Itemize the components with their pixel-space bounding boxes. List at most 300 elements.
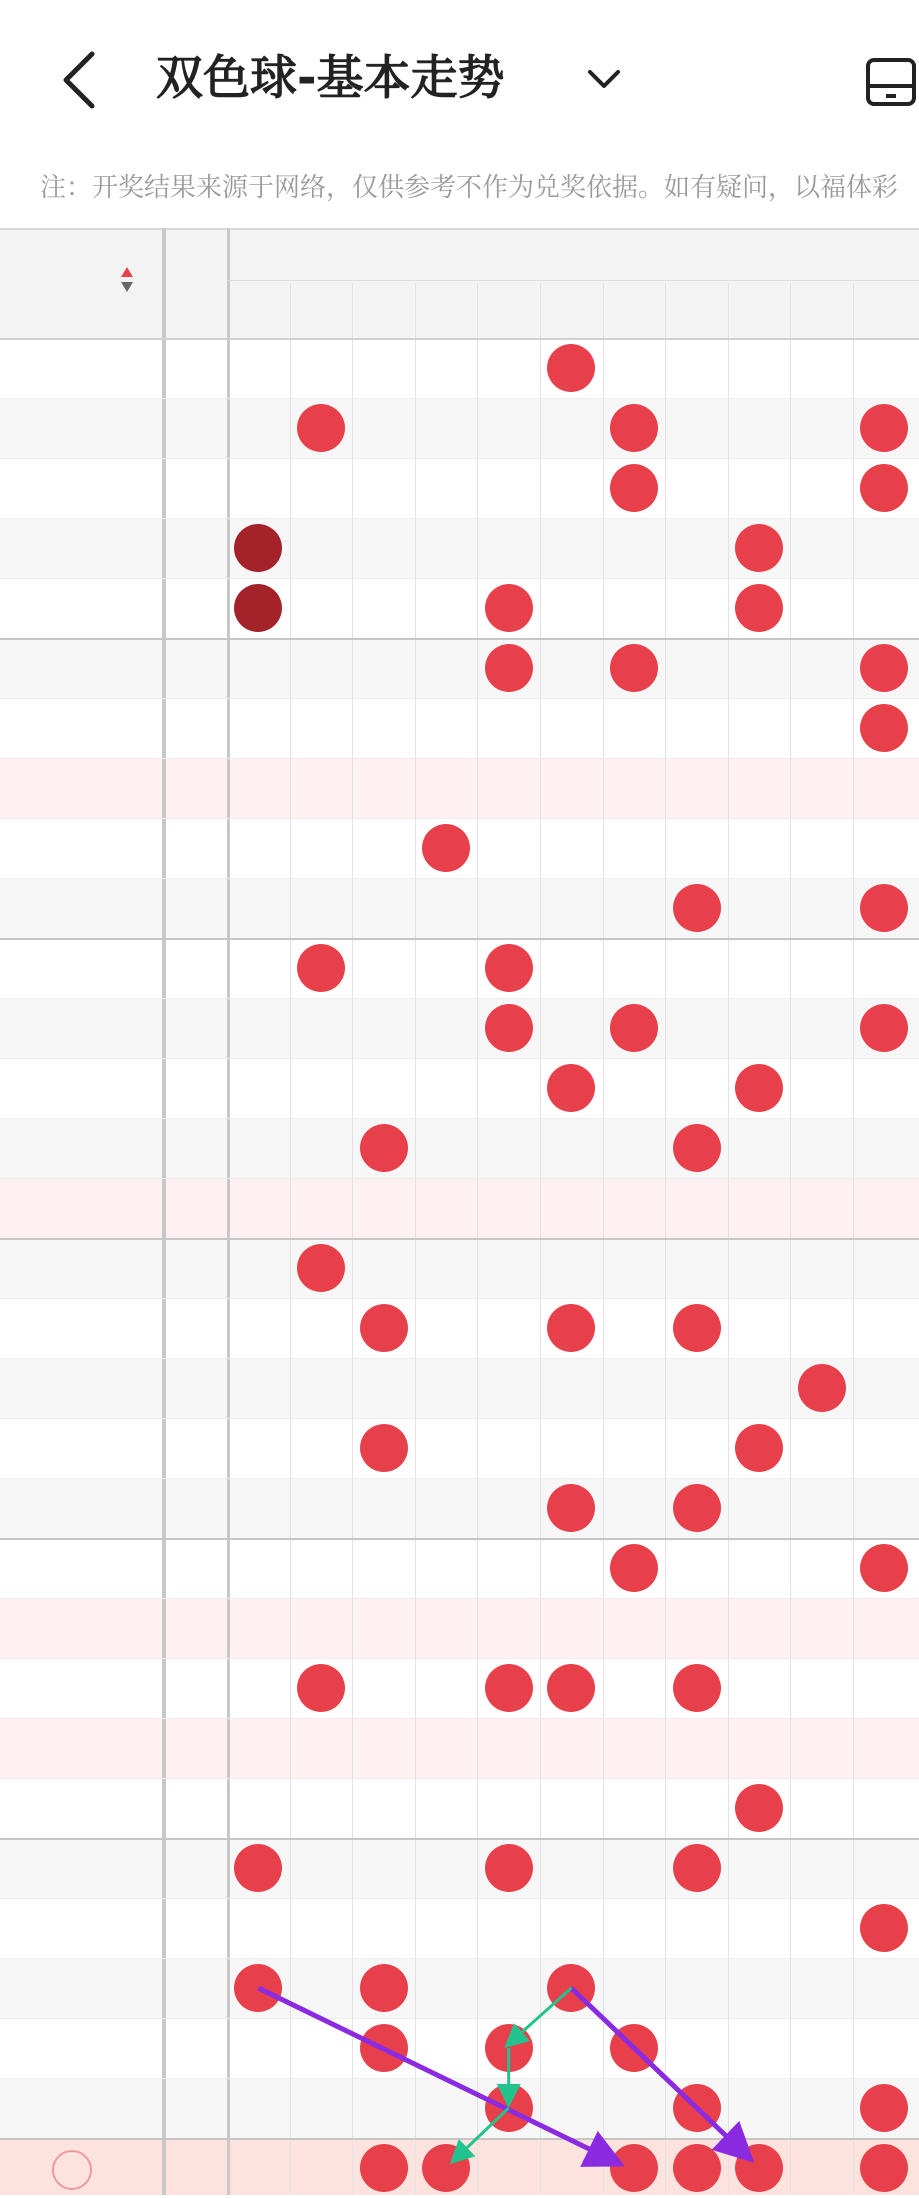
period-cell [0, 1058, 162, 1118]
weekday-cell [162, 1658, 227, 1718]
miss-count [603, 1898, 666, 1958]
miss-count [790, 1658, 853, 1718]
miss-count [728, 2078, 791, 2138]
miss-count [853, 1178, 916, 1238]
miss-count [227, 2078, 290, 2138]
miss-count [603, 1118, 666, 1178]
miss-count [790, 938, 853, 998]
hit-ball [860, 1904, 908, 1952]
miss-count [790, 878, 853, 938]
miss-count [415, 758, 478, 818]
sort-icon[interactable] [120, 265, 134, 295]
miss-count [728, 1898, 791, 1958]
miss-count [853, 578, 916, 638]
miss-count [853, 1958, 916, 2018]
miss-count [665, 1778, 728, 1838]
miss-count [227, 1478, 290, 1538]
miss-count [290, 1118, 353, 1178]
hit-ball [485, 944, 533, 992]
miss-count [853, 1358, 916, 1418]
period-cell [0, 458, 162, 518]
miss-count [227, 398, 290, 458]
miss-count [790, 1898, 853, 1958]
miss-count [415, 698, 478, 758]
miss-count [853, 1118, 916, 1178]
miss-count [290, 1058, 353, 1118]
miss-count [790, 398, 853, 458]
miss-count [477, 1778, 540, 1838]
miss-count [790, 338, 853, 398]
miss-count [790, 638, 853, 698]
miss-count [790, 2078, 853, 2138]
miss-count [853, 1598, 916, 1658]
miss-count [790, 1958, 853, 2018]
miss-count [853, 338, 916, 398]
period-cell [0, 638, 162, 698]
miss-count [603, 518, 666, 578]
miss-count [227, 1658, 290, 1718]
miss-count [415, 1418, 478, 1478]
miss-count [728, 1838, 791, 1898]
miss-count [790, 458, 853, 518]
miss-count [227, 1718, 290, 1778]
period-cell [0, 2078, 162, 2138]
weekday-cell [162, 1118, 227, 1178]
period-cell [0, 698, 162, 758]
miss-count [415, 458, 478, 518]
miss-count [665, 338, 728, 398]
header-divider [227, 280, 919, 281]
miss-count [540, 1178, 603, 1238]
miss-count [227, 818, 290, 878]
miss-count [665, 638, 728, 698]
hit-ball [673, 1664, 721, 1712]
miss-count [415, 1118, 478, 1178]
period-cell [0, 1538, 162, 1598]
hit-ball [673, 884, 721, 932]
miss-count [352, 638, 415, 698]
hit-ball [673, 2084, 721, 2132]
miss-count [290, 698, 353, 758]
miss-count [352, 758, 415, 818]
miss-count [415, 1358, 478, 1418]
column-header-weekday-1 [162, 234, 227, 278]
hit-ball [860, 884, 908, 932]
miss-count [352, 458, 415, 518]
miss-count [352, 1478, 415, 1538]
hit-ball [234, 1844, 282, 1892]
miss-count [540, 458, 603, 518]
miss-count [665, 1718, 728, 1778]
hit-ball [673, 1304, 721, 1352]
hit-ball [610, 1004, 658, 1052]
hit-ball [485, 2084, 533, 2132]
header-bar [0, 0, 919, 160]
miss-count [415, 1238, 478, 1298]
select-radio-icon[interactable] [52, 2150, 92, 2190]
miss-count [477, 1538, 540, 1598]
period-cell [0, 1178, 162, 1238]
hit-ball [485, 644, 533, 692]
period-cell [0, 398, 162, 458]
period-cell [0, 998, 162, 1058]
miss-count [477, 698, 540, 758]
miss-count [227, 758, 290, 818]
hit-ball [735, 1784, 783, 1832]
miss-count [540, 1418, 603, 1478]
weekday-cell [162, 458, 227, 518]
phone-layout-icon[interactable] [866, 56, 919, 108]
number-header [290, 283, 353, 337]
miss-count [603, 1658, 666, 1718]
hit-ball [297, 404, 345, 452]
miss-count [790, 818, 853, 878]
weekday-cell [162, 1478, 227, 1538]
miss-count [415, 938, 478, 998]
miss-count [540, 398, 603, 458]
miss-count [540, 938, 603, 998]
miss-count [290, 998, 353, 1058]
weekday-cell [162, 1358, 227, 1418]
period-cell [0, 1898, 162, 1958]
miss-count [290, 518, 353, 578]
miss-count [227, 1538, 290, 1598]
select-ball-selected[interactable] [673, 2144, 721, 2192]
miss-count [540, 1538, 603, 1598]
miss-count [227, 1298, 290, 1358]
miss-count [853, 818, 916, 878]
select-ball-option[interactable] [540, 2138, 603, 2198]
miss-count [227, 698, 290, 758]
period-cell [0, 2018, 162, 2078]
miss-count [477, 1118, 540, 1178]
miss-count [290, 1298, 353, 1358]
select-ball-selected[interactable] [610, 2144, 658, 2192]
weekday-cell [162, 818, 227, 878]
miss-count [540, 1838, 603, 1898]
miss-count [790, 1538, 853, 1598]
miss-count [728, 1118, 791, 1178]
miss-count [352, 1658, 415, 1718]
miss-count [540, 638, 603, 698]
hit-ball [798, 1364, 846, 1412]
number-header [227, 283, 290, 337]
chevron-left-icon[interactable] [56, 48, 104, 112]
miss-count [728, 698, 791, 758]
disclaimer-notice: 注：开奖结果来源于网络，仅供参考不作为兑奖依据。如有疑问，以福体彩 [40, 173, 899, 203]
weekday-cell [162, 758, 227, 818]
miss-count [728, 458, 791, 518]
miss-count [352, 1598, 415, 1658]
miss-count [728, 638, 791, 698]
miss-count [227, 1178, 290, 1238]
miss-count [728, 1538, 791, 1598]
hit-ball [485, 1004, 533, 1052]
miss-count [540, 2078, 603, 2138]
miss-count [352, 2078, 415, 2138]
miss-count [790, 1058, 853, 1118]
period-cell [0, 758, 162, 818]
select-ball-selected[interactable] [360, 2144, 408, 2192]
hit-ball [610, 404, 658, 452]
number-header [853, 283, 916, 337]
period-cell [0, 938, 162, 998]
miss-count [728, 938, 791, 998]
select-ball-option[interactable] [290, 2138, 353, 2198]
number-header [352, 283, 415, 337]
miss-count [415, 338, 478, 398]
miss-count [290, 1358, 353, 1418]
miss-count [227, 1238, 290, 1298]
miss-count [540, 2018, 603, 2078]
miss-count [352, 698, 415, 758]
hit-ball [547, 1484, 595, 1532]
miss-count [728, 1718, 791, 1778]
miss-count [415, 1898, 478, 1958]
miss-count [352, 938, 415, 998]
column-header-period[interactable] [40, 258, 130, 302]
miss-count [665, 1598, 728, 1658]
select-ball-selected[interactable] [422, 2144, 470, 2192]
hit-ball [547, 1664, 595, 1712]
weekday-cell [162, 938, 227, 998]
miss-count [790, 758, 853, 818]
miss-count [665, 1538, 728, 1598]
select-ball-selected[interactable] [860, 2144, 908, 2192]
top-border [0, 228, 919, 230]
miss-count [227, 1058, 290, 1118]
miss-count [728, 1658, 791, 1718]
hit-ball [735, 524, 783, 572]
miss-count [790, 1778, 853, 1838]
miss-count [665, 1958, 728, 2018]
miss-count [227, 458, 290, 518]
period-cell [0, 1718, 162, 1778]
hit-ball [860, 404, 908, 452]
hit-ball [547, 1964, 595, 2012]
period-cell [0, 1958, 162, 2018]
hit-ball [297, 1664, 345, 1712]
period-cell [0, 1598, 162, 1658]
miss-count [665, 998, 728, 1058]
miss-count [477, 1178, 540, 1238]
miss-count [477, 1418, 540, 1478]
miss-count [540, 1358, 603, 1418]
miss-count [415, 1538, 478, 1598]
number-header [790, 283, 853, 337]
miss-count [853, 1298, 916, 1358]
miss-count [477, 878, 540, 938]
miss-count [352, 1718, 415, 1778]
column-header-weekday-2 [162, 280, 227, 330]
period-cell [0, 1118, 162, 1178]
hit-ball [735, 1064, 783, 1112]
period-cell [0, 578, 162, 638]
hit-ball [610, 644, 658, 692]
period-cell [0, 338, 162, 398]
miss-count [790, 998, 853, 1058]
period-cell [0, 518, 162, 578]
miss-count [290, 1898, 353, 1958]
miss-count [853, 1478, 916, 1538]
miss-count [477, 1478, 540, 1538]
select-ball-option[interactable] [477, 2138, 540, 2198]
miss-count [603, 1178, 666, 1238]
miss-count [477, 1298, 540, 1358]
miss-count [853, 2018, 916, 2078]
miss-count [603, 2078, 666, 2138]
hit-ball [860, 1004, 908, 1052]
miss-count [540, 818, 603, 878]
hit-ball [547, 1304, 595, 1352]
miss-count [352, 518, 415, 578]
weekday-cell [162, 2078, 227, 2138]
period-cell [0, 1298, 162, 1358]
weekday-cell [162, 1058, 227, 1118]
hit-ball [735, 584, 783, 632]
miss-count [665, 1898, 728, 1958]
miss-count [853, 758, 916, 818]
miss-count [540, 1238, 603, 1298]
miss-count [728, 1958, 791, 2018]
miss-count [352, 1778, 415, 1838]
hit-ball [673, 1124, 721, 1172]
miss-count [415, 1178, 478, 1238]
chevron-down-icon[interactable] [584, 62, 624, 96]
miss-count [352, 1358, 415, 1418]
hit-ball [234, 584, 282, 632]
miss-count [290, 1538, 353, 1598]
miss-count [603, 338, 666, 398]
miss-count [790, 1118, 853, 1178]
miss-count [415, 2018, 478, 2078]
miss-count [227, 878, 290, 938]
hit-ball [360, 1424, 408, 1472]
miss-count [227, 338, 290, 398]
miss-count [790, 1718, 853, 1778]
miss-count [728, 1298, 791, 1358]
miss-count [665, 1178, 728, 1238]
miss-count [477, 1598, 540, 1658]
miss-count [665, 1058, 728, 1118]
miss-count [290, 338, 353, 398]
miss-count [477, 1058, 540, 1118]
miss-count [477, 458, 540, 518]
miss-count [290, 818, 353, 878]
select-ball-option[interactable] [227, 2138, 290, 2198]
weekday-cell [162, 398, 227, 458]
hit-ball [234, 1964, 282, 2012]
miss-count [728, 398, 791, 458]
miss-count [415, 1298, 478, 1358]
miss-count [227, 2018, 290, 2078]
miss-count [790, 1598, 853, 1658]
miss-count [290, 2078, 353, 2138]
period-cell [0, 1658, 162, 1718]
miss-count [352, 1058, 415, 1118]
miss-count [540, 758, 603, 818]
miss-count [290, 1778, 353, 1838]
miss-count [665, 698, 728, 758]
miss-count [603, 1478, 666, 1538]
miss-count [540, 1598, 603, 1658]
hit-ball [860, 704, 908, 752]
miss-count [477, 1358, 540, 1418]
period-cell [0, 818, 162, 878]
page-title[interactable]: 双色球-基本走势 [156, 51, 505, 106]
weekday-cell [162, 1238, 227, 1298]
miss-count [415, 1778, 478, 1838]
miss-count [352, 998, 415, 1058]
miss-count [728, 1598, 791, 1658]
miss-count [665, 1238, 728, 1298]
weekday-cell [162, 1598, 227, 1658]
weekday-cell [162, 1718, 227, 1778]
miss-count [540, 1778, 603, 1838]
number-header [415, 283, 478, 337]
miss-count [603, 758, 666, 818]
miss-count [790, 578, 853, 638]
miss-count [790, 1238, 853, 1298]
select-ball-selected[interactable] [735, 2144, 783, 2192]
hit-ball [360, 1964, 408, 2012]
select-label[interactable] [100, 2138, 180, 2198]
weekday-cell [162, 1838, 227, 1898]
miss-count [790, 1478, 853, 1538]
period-cell [0, 1238, 162, 1298]
miss-count [290, 578, 353, 638]
weekday-cell [162, 338, 227, 398]
period-cell [0, 878, 162, 938]
weekday-cell [162, 638, 227, 698]
miss-count [415, 518, 478, 578]
miss-count [290, 1958, 353, 2018]
weekday-cell [162, 1778, 227, 1838]
hit-ball [860, 464, 908, 512]
miss-count [853, 518, 916, 578]
miss-count [290, 1478, 353, 1538]
hit-ball [735, 1424, 783, 1472]
weekday-cell [162, 998, 227, 1058]
weekday-cell [162, 518, 227, 578]
miss-count [352, 878, 415, 938]
miss-count [477, 1898, 540, 1958]
miss-count [853, 1658, 916, 1718]
zone-label [227, 232, 919, 280]
miss-count [728, 338, 791, 398]
miss-count [665, 758, 728, 818]
miss-count [290, 878, 353, 938]
miss-count [665, 458, 728, 518]
miss-count [415, 1658, 478, 1718]
period-cell [0, 1838, 162, 1898]
miss-count [227, 1898, 290, 1958]
miss-count [790, 1418, 853, 1478]
miss-count [540, 578, 603, 638]
miss-count [665, 1358, 728, 1418]
select-ball-option[interactable] [790, 2138, 853, 2198]
miss-count [853, 1778, 916, 1838]
miss-count [290, 758, 353, 818]
miss-count [227, 998, 290, 1058]
miss-count [665, 518, 728, 578]
hit-ball [485, 584, 533, 632]
miss-count [603, 578, 666, 638]
miss-count [227, 638, 290, 698]
miss-count [540, 1718, 603, 1778]
miss-count [728, 758, 791, 818]
miss-count [227, 1778, 290, 1838]
